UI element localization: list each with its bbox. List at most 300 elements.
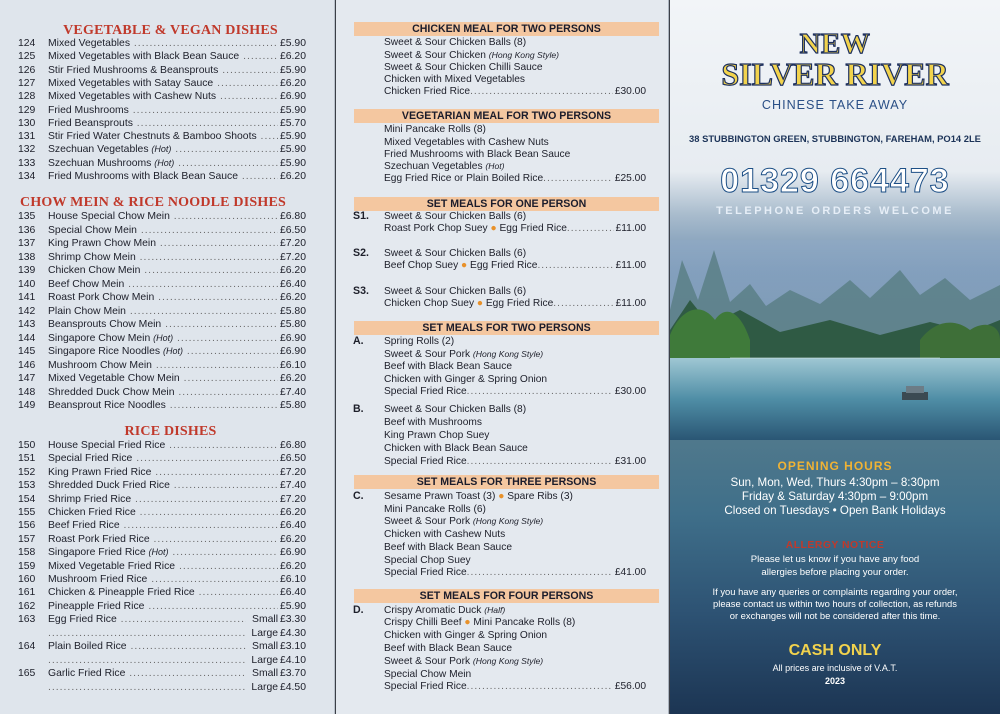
item-name-text: Shredded Duck Fried Rice [48,480,170,492]
menu-item-row [0,601,334,614]
menu-line: Sweet & Sour Pork (Hong Kong Style) [384,516,544,527]
item-name [48,507,278,518]
menu-line: Mini Pancake Rolls (6) [384,504,486,515]
set-three-header: SET MEALS FOR THREE PERSONS [354,475,659,489]
item-number: 159 [18,560,36,572]
menu-item-row [0,225,334,238]
menu-item-row [0,682,334,695]
item-name-text: Szechuan Vegetables [48,144,149,156]
item-name [48,520,278,531]
item-price: £6.20 [279,373,306,384]
item-name [48,144,278,155]
item-price: £4.30 [279,627,306,639]
menu-line: Special Chow Mein [384,669,472,680]
item-price: £6.50 [279,224,306,236]
menu-line: Sweet & Sour Chicken Balls (6) [384,248,527,259]
set-label: S2. [353,247,369,259]
menu-line-priced: Special Fried Rice ..... £31.00 [384,456,646,467]
allergy-notice-title: ALLERGY NOTICE [785,540,885,551]
menu-line: Sweet & Sour Pork (Hong Kong Style) [384,349,544,360]
menu-panel-left [0,0,335,714]
item-price: £7.40 [279,480,306,492]
item-price: £6.20 [279,171,306,182]
item-name: Garlic Fried Rice ..... [48,668,246,679]
item-name-text: Mixed Vegetable Fried Rice [48,560,176,572]
item-number: 162 [18,600,36,612]
menu-item-row [0,265,334,278]
menu-item-row [0,628,334,641]
item-name [48,601,278,612]
item-name [48,158,278,169]
item-name [48,547,278,558]
item-name [48,319,278,330]
menu-item-row [0,480,334,493]
hot-label: (Hot) [154,157,175,168]
menu-line-priced: Chicken Fried Rice ..... £30.00 [384,86,646,97]
item-name-text: Special Fried Rice [48,453,133,465]
item-name [48,238,278,249]
menu-line: Sweet & Sour Chicken Chilli Sauce [384,62,543,73]
menu-item-row [0,292,334,305]
item-number: 150 [18,440,36,451]
menu-line-priced: Special Fried Rice ..... £41.00 [384,567,646,578]
item-name-text: Mixed Vegetables with Satay Sauce [48,77,214,89]
veg-two-header: VEGETARIAN MEAL FOR TWO PERSONS [354,109,659,123]
hours-line: Friday & Saturday 4:30pm – 9:00pm [741,490,929,503]
item-name [48,38,278,49]
item-price: £6.90 [279,91,306,103]
item-number: 142 [18,305,36,317]
item-number: 152 [18,466,36,478]
item-name [48,333,278,344]
item-name [48,373,278,384]
rice-section-title: RICE DISHES [124,424,217,439]
menu-line: Fried Mushrooms with Black Bean Sauce [384,149,571,160]
menu-item-row [0,453,334,466]
phone-number: 01329 664473 [720,162,950,200]
item-price: £6.20 [279,77,306,89]
item-name [48,279,278,290]
item-price: £6.10 [279,359,306,371]
item-price: £6.40 [279,587,306,599]
menu-line: Mini Pancake Rolls (8) [384,124,486,135]
item-name-text: Mixed Vegetables with Black Bean Sauce [48,51,240,63]
item-number: 129 [18,104,36,116]
set-two-header: SET MEALS FOR TWO PERSONS [354,321,659,335]
item-name-text: Mixed Vegetables [48,38,131,49]
menu-item-row [0,144,334,157]
item-price: £5.80 [279,305,306,317]
item-name-text: Mushroom Chow Mein [48,359,152,371]
item-number: 149 [18,400,36,411]
item-name-text: House Special Fried Rice [48,440,166,451]
item-name-text: Plain Chow Mein [48,305,126,317]
item-name-text: Shrimp Chow Mein [48,251,136,263]
item-price: £5.90 [279,144,306,156]
item-price: £6.20 [279,292,306,303]
item-name-text: Shrimp Fried Rice [48,493,132,505]
item-price: £6.40 [279,520,306,532]
menu-item-row [0,346,334,359]
allergy-line: allergies before placing your order. [761,567,909,578]
set-one-header: SET MEALS FOR ONE PERSON [354,197,659,211]
item-number: 131 [18,131,36,143]
item-name-text: Mushroom Fried Rice [48,574,148,585]
item-name [48,587,278,598]
item-number: 151 [18,453,36,465]
item-number: 154 [18,493,36,505]
item-name [48,171,278,182]
menu-item-row [0,655,334,668]
item-name-text: Stir Fried Water Chestnuts & Bamboo Shoots [48,131,257,143]
hot-label: (Hot) [151,144,172,155]
size-label: Large [251,681,278,693]
menu-item-row [0,91,334,104]
item-name [48,252,278,263]
item-name [48,360,278,371]
menu-line: Beef with Black Bean Sauce [384,361,512,372]
hot-label: (Hot) [148,547,169,558]
menu-line: Chicken with Mixed Vegetables [384,74,526,85]
menu-panel-middle [336,0,669,714]
menu-item-row [0,561,334,574]
item-number: 139 [18,265,36,276]
menu-item-row [0,252,334,265]
item-price: £6.80 [279,440,306,451]
menu-line: Chicken with Ginger & Spring Onion [384,374,548,385]
chowmein-section-title: CHOW MEIN & RICE NOODLE DISHES [20,195,286,210]
menu-item-row [0,373,334,386]
item-name-text: Chicken Chow Mein [48,265,141,276]
item-name-text: Fried Mushrooms with Black Bean Sauce [48,171,238,182]
hours-line: Closed on Tuesdays • Open Bank Holidays [724,504,946,517]
menu-line: Special Chop Suey [384,555,471,566]
menu-item-row [0,65,334,78]
menu-line: Chicken with Ginger & Spring Onion [384,630,548,641]
item-number: 126 [18,64,36,76]
menu-item-row [0,306,334,319]
menu-item-row [0,38,334,51]
opening-hours-title: OPENING HOURS [777,459,893,473]
menu-item-row [0,105,334,118]
item-price: £6.20 [279,533,306,545]
item-price: £7.40 [279,386,306,398]
item-price: £3.70 [279,668,306,680]
river-landscape-image [670,240,1000,440]
menu-item-row [0,51,334,64]
hours-line: Sun, Mon, Wed, Thurs 4:30pm – 8:30pm [730,476,940,489]
menu-item-row [0,333,334,346]
item-number: 140 [18,278,36,290]
logo-name-line2: SILVER RIVER [721,56,949,92]
item-name-text: Fried Mushrooms [48,104,129,116]
hot-label: (Hot) [162,346,183,356]
menu-item-row [0,360,334,373]
item-price: £6.90 [279,346,306,357]
item-price: £6.20 [279,507,306,518]
menu-item-row [0,547,334,560]
item-number: 157 [18,533,36,545]
item-price: £6.20 [279,265,306,276]
item-number: 156 [18,520,36,532]
vat-note: All prices are inclusive of V.A.T. [772,663,898,673]
item-price: £6.90 [279,332,306,344]
item-price: £7.20 [279,466,306,478]
item-number: 165 [18,668,36,680]
item-price: £4.50 [279,681,306,693]
item-name [48,51,278,62]
item-price: £6.40 [279,278,306,290]
item-name [48,225,278,236]
menu-line: Sweet & Sour Pork (Hong Kong Style) [384,656,544,667]
item-name-text: Stir Fried Mushrooms & Beansprouts [48,64,219,76]
menu-line: Sweet & Sour Chicken Balls (8) [384,37,527,48]
cover-panel [670,0,1000,714]
set-label: S1. [353,210,369,222]
item-price: £5.90 [279,131,306,143]
item-number: 124 [18,38,36,49]
item-number: 132 [18,144,36,156]
item-name [48,78,278,89]
item-name-text: King Prawn Fried Rice [48,466,152,478]
item-name [48,534,278,545]
item-name-text: Singapore Rice Noodles [48,346,161,357]
telephone-note: TELEPHONE ORDERS WELCOME [716,205,954,217]
menu-item-row [0,641,334,654]
item-number: 143 [18,319,36,330]
year: 2023 [824,676,846,686]
menu-line-priced: Chicken Chop Suey ● Egg Fried Rice ..... £11.00 [384,298,646,309]
item-price: £5.70 [279,117,306,129]
subtitle: CHINESE TAKE AWAY [761,98,909,112]
item-price: £3.30 [279,614,306,626]
item-number: 137 [18,238,36,249]
chicken-two-header: CHICKEN MEAL FOR TWO PERSONS [354,22,659,36]
item-number: 161 [18,587,36,599]
queries-line: or exchanges will not be considered after this time. [729,610,941,621]
set-label: D. [353,604,364,616]
item-price: £6.80 [279,211,306,222]
item-name-text: Beef Chow Mein [48,278,125,290]
menu-item-row [0,587,334,600]
item-price: £7.20 [279,251,306,263]
item-name-text: House Special Chow Mein [48,211,170,222]
item-name [48,265,278,276]
menu-line: Sweet & Sour Chicken Balls (6) [384,211,527,222]
item-name-text: Roast Pork Fried Rice [48,533,150,545]
item-price: £6.20 [279,51,306,63]
item-number: 145 [18,346,36,357]
menu-line-priced: Special Fried Rice ..... £56.00 [384,681,646,692]
item-price: £5.90 [279,64,306,76]
item-name [48,118,278,129]
menu-item-row [0,440,334,453]
item-name-text: Chicken & Pineapple Fried Rice [48,587,195,599]
item-name [48,574,278,585]
menu-line: Chicken with Black Bean Sauce [384,443,528,454]
menu-item-row [0,238,334,251]
queries-line: please contact us within two hours of collection, as refunds [713,598,957,609]
menu-item-row [0,520,334,533]
item-name-text: Shredded Duck Chow Mein [48,386,175,398]
size-label: Large [251,654,278,666]
item-name [48,387,278,398]
item-number: 141 [18,292,36,303]
menu-line: Spring Rolls (2) [384,336,455,347]
item-price: £6.10 [279,574,306,585]
item-name [48,306,278,317]
set-label: A. [353,335,364,347]
item-number: 135 [18,211,36,222]
item-number: 144 [18,332,36,344]
item-number: 128 [18,91,36,103]
item-name-text: Beansprout Rice Noodles [48,400,166,411]
size-label: Small [252,641,278,653]
item-name [48,494,278,505]
menu-line: Szechuan Vegetables (Hot) [384,161,505,172]
cash-only-label: CASH ONLY [788,642,882,659]
menu-line: Beef with Mushrooms [384,417,482,428]
item-number: 127 [18,77,36,89]
menu-line: Sesame Prawn Toast (3) ● Spare Ribs (3) [384,491,573,502]
item-number: 146 [18,359,36,371]
item-name [48,105,278,116]
menu-item-row [0,507,334,520]
item-price: £7.20 [279,493,306,505]
item-name [48,400,278,411]
menu-item-row [0,668,334,681]
item-name-text: Singapore Chow Mein [48,332,151,344]
item-number: 160 [18,574,36,585]
item-price: £6.20 [279,560,306,572]
size-label: Small [252,668,278,680]
item-price: £6.50 [279,453,306,465]
menu-item-row [0,534,334,547]
item-name-text: Beansprouts Chow Mein [48,319,162,330]
menu-item-row [0,467,334,480]
item-number: 155 [18,507,36,518]
hot-label: (Hot) [153,332,174,343]
allergy-line: Please let us know if you have any food [750,554,920,565]
item-price: £5.90 [279,38,306,49]
item-price: £3.10 [279,641,306,653]
item-number: 163 [18,614,36,626]
item-price: £5.80 [279,400,306,411]
item-name-text: Fried Beansprouts [48,117,133,129]
set-four-header: SET MEALS FOR FOUR PERSONS [354,589,659,603]
item-name-text: Beef Fried Rice [48,520,120,532]
item-number: 134 [18,171,36,182]
set-label: C. [353,490,364,502]
item-name-text: Mixed Vegetables with Cashew Nuts [48,91,217,103]
item-name-text: Roast Pork Chow Mein [48,292,155,303]
item-price: £5.90 [279,104,306,116]
menu-item-row [0,171,334,184]
menu-line-priced: Special Fried Rice ..... £30.00 [384,386,646,397]
menu-line-priced: Roast Pork Chop Suey ● Egg Fried Rice ..... £11.00 [384,223,646,234]
size-label: Large [251,627,278,639]
item-name-text: Chicken Fried Rice [48,507,136,518]
item-name [48,292,278,303]
menu-line: Sweet & Sour Chicken (Hong Kong Style) [384,50,559,61]
menu-item-row [0,400,334,413]
item-number: 153 [18,480,36,492]
menu-line: Chicken with Cashew Nuts [384,529,506,540]
menu-item-row [0,574,334,587]
item-name [48,467,278,478]
veg-section-title: VEGETABLE & VEGAN DISHES [63,23,278,38]
item-name-filler [48,655,246,666]
set-label: B. [353,403,364,415]
item-number: 125 [18,51,36,63]
menu-item-row [0,494,334,507]
item-number: 158 [18,547,36,559]
item-name [48,440,278,451]
item-price: £6.90 [279,547,306,559]
item-name-text: King Prawn Chow Mein [48,238,156,249]
item-price: £7.20 [279,238,306,249]
menu-line: Crispy Chilli Beef ● Mini Pancake Rolls (8) [384,617,576,628]
menu-item-row [0,279,334,292]
menu-line: Mixed Vegetables with Cashew Nuts [384,137,549,148]
item-price: £4.10 [279,654,306,666]
item-name-text: Special Chow Mein [48,224,137,236]
menu-item-row [0,614,334,627]
item-number: 130 [18,117,36,129]
menu-line: King Prawn Chop Suey [384,430,490,441]
queries-line: If you have any queries or complaints regarding your order, [712,586,958,597]
item-name-text: Mixed Vegetable Chow Mein [48,373,180,384]
menu-item-row [0,131,334,144]
item-name [48,91,278,102]
item-name: Plain Boiled Rice ..... [48,641,246,652]
item-name [48,65,278,76]
item-name [48,211,278,222]
item-price: £5.90 [279,600,306,612]
item-name [48,346,278,357]
item-name [48,480,278,491]
menu-line: Sweet & Sour Chicken Balls (6) [384,286,527,297]
item-name-text: Singapore Fried Rice [48,547,146,559]
menu-item-row [0,158,334,171]
item-number: 136 [18,224,36,236]
set-label: S3. [353,285,369,297]
menu-line: Beef with Black Bean Sauce [384,643,512,654]
item-name [48,561,278,572]
menu-line: Sweet & Sour Chicken Balls (8) [384,404,527,415]
menu-line-priced: Egg Fried Rice or Plain Boiled Rice ..... £25.00 [384,173,646,184]
size-label: Small [252,614,278,626]
menu-line: Crispy Aromatic Duck (Half) [384,605,506,616]
item-number: 147 [18,373,36,384]
menu-item-row [0,387,334,400]
item-name-text: Pineapple Fried Rice [48,600,145,612]
item-name [48,131,278,142]
item-name-filler [48,682,246,693]
item-number: 148 [18,386,36,398]
menu-line-priced: Beef Chop Suey ● Egg Fried Rice ..... £11.00 [384,260,646,271]
item-number: 138 [18,251,36,263]
item-number: 133 [18,157,36,169]
item-name-filler [48,628,246,639]
item-price: £5.90 [279,157,306,169]
item-number: 164 [18,641,36,653]
item-name-text: Szechuan Mushrooms [48,157,152,169]
item-name: Egg Fried Rice ..... [48,614,246,625]
item-price: £5.80 [279,319,306,330]
menu-item-row [0,319,334,332]
logo-name-line1: NEW [799,28,871,60]
